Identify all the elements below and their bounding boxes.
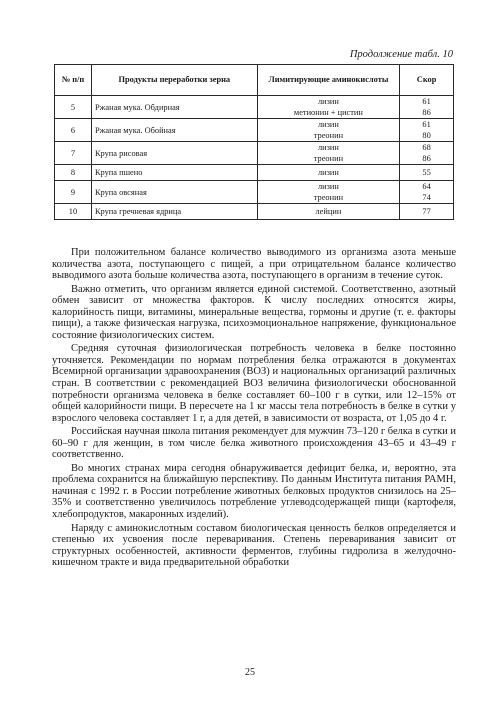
row-number: 6 — [55, 119, 92, 142]
score-value: 74 — [422, 193, 431, 202]
amino-acid-score-table — [54, 64, 454, 220]
paragraph: Важно отметить, что организм является единой системой. Соответственно, азотный обмен зависит от множества факторов. К числу последних относятся жиры, калорийность пищи, витамины, минеральные вещества, гормоны и другие (т. е. факторы пищи), а также физическая нагрузка, психоэмоциональное напряжение, функциональное состояние физиологических систем. — [52, 283, 456, 341]
product-name: Крупа гречневая ядрица — [91, 204, 257, 220]
score-cell — [400, 96, 454, 119]
table-row — [55, 96, 454, 119]
paragraph: Российская научная школа питания рекомендует для мужчин 73–120 г белка в сутки и 60–90 г для женщин, в том числе белка животного происхождения 43–65 и 43–49 г соответственно. — [52, 426, 456, 461]
score-value: 55 — [422, 168, 431, 177]
amino-acid-name: лизин — [317, 168, 339, 177]
score-value: 61 — [422, 97, 431, 106]
amino-acid-name: лизин — [317, 182, 339, 191]
amino-acid-name: лейцин — [315, 207, 342, 216]
header-product: Продукты переработки зерна — [91, 65, 257, 96]
score-cell — [400, 165, 454, 181]
row-number: 8 — [55, 165, 92, 181]
limiting-amino-acids-cell — [257, 119, 400, 142]
product-name: Крупа рисовая — [91, 142, 257, 165]
header-score: Скор — [400, 65, 454, 96]
score-value: 80 — [422, 131, 431, 140]
score-cell — [400, 142, 454, 165]
product-name: Крупа овсяная — [91, 181, 257, 204]
header-limiting-amino-acids: Лимитирующие аминокислоты — [257, 65, 400, 96]
amino-acid-name: треонин — [313, 193, 344, 202]
paragraph: Во многих странах мира сегодня обнаруживается дефицит белка, и, вероятно, эта проблема сохранится на ближайшую перспективу. По данным Института питания РАМН, начиная с 1992 г. в России потребление животных белковых продуктов снизилось на 25–35% и соответственно увеличилось потребление углеводсодержащей пищи (картофеля, хлебопродуктов, макаронных изделий). — [52, 462, 456, 521]
limiting-amino-acids-cell — [257, 142, 400, 165]
amino-acid-name: треонин — [313, 131, 344, 140]
limiting-amino-acids-cell — [257, 204, 400, 220]
score-value: 86 — [422, 108, 431, 117]
score-cell — [400, 204, 454, 220]
amino-acid-name: лизин — [317, 143, 339, 152]
page-number: 25 — [245, 667, 255, 678]
table-row — [55, 165, 454, 181]
paragraph: Средняя суточная физиологическая потребность человека в белке постоянно уточняется. Рекомендации по нормам потребления белка отражаются в документах Всемирной организации здравоохранения (ВОЗ) и национальных организаций различных стран. В соответствии с рекомендацией ВОЗ величина физиологически обоснованной потребности организма человека в белке составляет 60–100 г в сутки, или 12–15% от общей калорийности пищи. В пересчете на 1 кг массы тела потребность в белке в сутки у взрослого человека составляет 1 г, а для детей, в зависимости от возраста, от 1,05 до 4 г. — [52, 343, 456, 424]
table-row — [55, 142, 454, 165]
amino-acid-name: треонин — [313, 154, 344, 163]
table-row — [55, 181, 454, 204]
score-value: 86 — [422, 154, 431, 163]
score-value: 61 — [422, 120, 431, 129]
limiting-amino-acids-cell — [257, 96, 400, 119]
product-name: Крупа пшено — [91, 165, 257, 181]
paragraph: Наряду с аминокислотным составом биологическая ценность белков определяется и степенью их усвоения после переваривания. Степень переваривания зависит от структурных особенностей, активности ферментов, глубины гидролиза в желудочно-кишечном тракте и вида предварительной обработки — [52, 522, 456, 569]
product-name: Ржаная мука. Обойная — [91, 119, 257, 142]
table-row — [55, 119, 454, 142]
score-cell — [400, 119, 454, 142]
amino-acid-name: метионин + цистин — [293, 108, 363, 117]
paragraph: При положительном балансе количество выводимого из организма азота меньше количества азота, поступающего с пищей, а при отрицательном балансе количество выводимого азота больше количества азота, поступающего в организм в течение суток. — [52, 247, 456, 282]
row-number: 7 — [55, 142, 92, 165]
body-text — [52, 247, 456, 571]
table-continuation-label: Продолжение табл. 10 — [349, 49, 453, 60]
score-value: 77 — [422, 207, 431, 216]
row-number: 10 — [55, 204, 92, 220]
score-value: 64 — [422, 182, 431, 191]
header-number: № п/п — [55, 65, 92, 96]
table-header-row — [55, 65, 454, 96]
amino-acid-name: лизин — [317, 97, 339, 106]
score-value: 68 — [422, 143, 431, 152]
product-name: Ржаная мука. Обдирная — [91, 96, 257, 119]
limiting-amino-acids-cell — [257, 181, 400, 204]
amino-acid-name: лизин — [317, 120, 339, 129]
limiting-amino-acids-cell — [257, 165, 400, 181]
row-number: 9 — [55, 181, 92, 204]
row-number: 5 — [55, 96, 92, 119]
table-row — [55, 204, 454, 220]
score-cell — [400, 181, 454, 204]
